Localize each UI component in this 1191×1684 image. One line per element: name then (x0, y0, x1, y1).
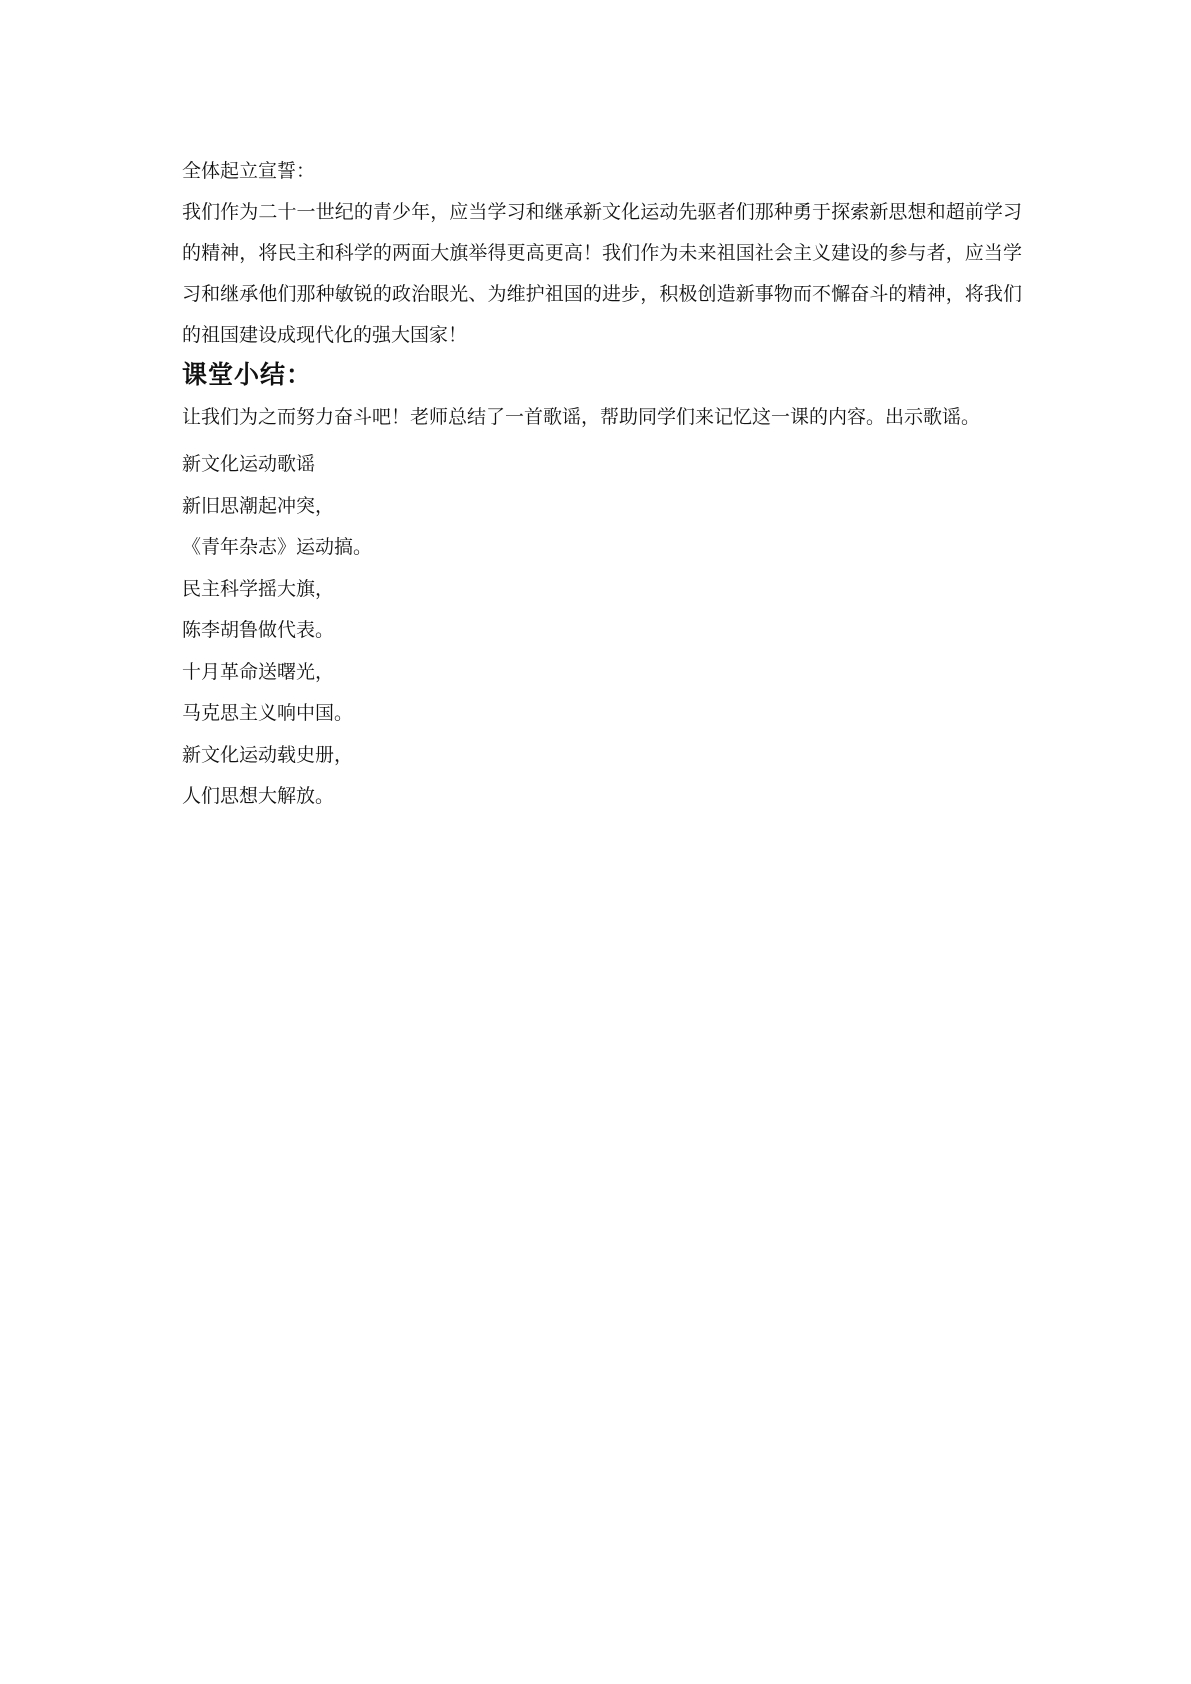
document-content (182, 157, 1022, 818)
section-heading-summary: 课堂小结： (182, 360, 313, 389)
pledge-paragraph: 我们作为二十一世纪的青少年，应当学习和继承新文化运动先驱者们那种勇于探索新思想和超前学习的精神，将民主和科学的两面大旗举得更高更高！我们作为未来祖国社会主义建设的参与者，应当学习和继承他们那种敏锐的政治眼光、为维护祖国的进步，积极创造新事物而不懈奋斗的精神，将我们的祖国建设成现代化的强大国家！ (182, 201, 1022, 346)
song-title: 新文化运动歌谣 (182, 453, 316, 475)
song-block (182, 444, 1022, 818)
song-line: 人们思想大解放。 (182, 785, 335, 807)
song-line: 新文化运动载史册， (182, 743, 354, 766)
song-line: 《青年杂志》运动搞。 (182, 536, 373, 558)
song-line: 民主科学摇大旗， (182, 577, 335, 600)
pledge-intro: 全体起立宣誓： (182, 160, 316, 182)
song-line: 陈李胡鲁做代表。 (182, 619, 335, 641)
song-line: 新旧思潮起冲突， (182, 494, 335, 517)
summary-paragraph: 让我们为之而努力奋斗吧！老师总结了一首歌谣，帮助同学们来记忆这一课的内容。出示歌谣。 (182, 406, 981, 428)
song-line: 马克思主义响中国。 (182, 702, 354, 724)
song-line: 十月革命送曙光， (182, 660, 335, 683)
